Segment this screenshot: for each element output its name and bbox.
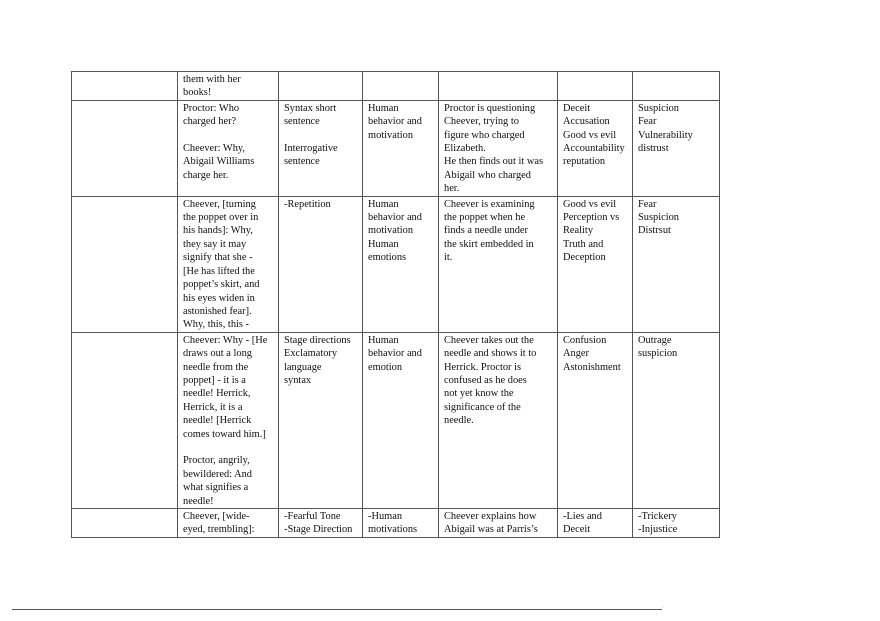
emotions-cell: Fear Suspicion Distrsut xyxy=(633,196,720,332)
ideas-cell: -Lies and Deceit xyxy=(558,509,633,538)
empty-cell xyxy=(72,332,178,508)
quote-cell: Cheever: Why - [He draws out a long needle from the poppet] - it is a needle! Herrick, Herrick, it is a needle! [Herrick comes toward him.] Proctor, angrily, bewildered: And what signifies a needle! xyxy=(178,332,279,508)
quote-cell: Cheever, [wide- eyed, trembling]: xyxy=(178,509,279,538)
empty-cell xyxy=(72,100,178,196)
table-row xyxy=(72,72,720,101)
empty-cell xyxy=(72,72,178,101)
quote-cell: Cheever, [turning the poppet over in his hands]: Why, they say it may signify that she - [He has lifted the poppet’s skirt, and his eyes widen in astonished fear]. Why, this, this - xyxy=(178,196,279,332)
footer-rule xyxy=(12,609,662,610)
table-row xyxy=(72,100,720,196)
emotions-cell: Outrage suspicion xyxy=(633,332,720,508)
theme-cell: Human behavior and motivation Human emotions xyxy=(363,196,439,332)
theme-cell: -Human motivations xyxy=(363,509,439,538)
empty-cell xyxy=(72,509,178,538)
ideas-cell xyxy=(558,72,633,101)
quote-cell: them with her books! xyxy=(178,72,279,101)
footer-mark: · xyxy=(662,605,664,611)
table-row xyxy=(72,332,720,508)
explanation-cell: Cheever is examining the poppet when he finds a needle under the skirt embedded in it. xyxy=(439,196,558,332)
explanation-cell xyxy=(439,72,558,101)
technique-cell xyxy=(279,72,363,101)
technique-cell: Syntax short sentence Interrogative sentence xyxy=(279,100,363,196)
technique-cell: Stage directions Exclamatory language syntax xyxy=(279,332,363,508)
quote-cell: Proctor: Who charged her? Cheever: Why, Abigail Williams charge her. xyxy=(178,100,279,196)
ideas-cell: Deceit Accusation Good vs evil Accountability reputation xyxy=(558,100,633,196)
emotions-cell: -Trickery -Injustice xyxy=(633,509,720,538)
ideas-cell: Confusion Anger Astonishment xyxy=(558,332,633,508)
analysis-table xyxy=(71,71,720,538)
table-row xyxy=(72,196,720,332)
theme-cell: Human behavior and emotion xyxy=(363,332,439,508)
table-row xyxy=(72,509,720,538)
emotions-cell: Suspicion Fear Vulnerability distrust xyxy=(633,100,720,196)
explanation-cell: Proctor is questioning Cheever, trying to figure who charged Elizabeth. He then finds out it was Abigail who charged her. xyxy=(439,100,558,196)
empty-cell xyxy=(72,196,178,332)
theme-cell xyxy=(363,72,439,101)
ideas-cell: Good vs evil Perception vs Reality Truth and Deception xyxy=(558,196,633,332)
technique-cell: -Repetition xyxy=(279,196,363,332)
theme-cell: Human behavior and motivation xyxy=(363,100,439,196)
explanation-cell: Cheever explains how Abigail was at Parris’s xyxy=(439,509,558,538)
explanation-cell: Cheever takes out the needle and shows it to Herrick. Proctor is confused as he does not yet know the significance of the needle. xyxy=(439,332,558,508)
emotions-cell xyxy=(633,72,720,101)
technique-cell: -Fearful Tone -Stage Direction xyxy=(279,509,363,538)
